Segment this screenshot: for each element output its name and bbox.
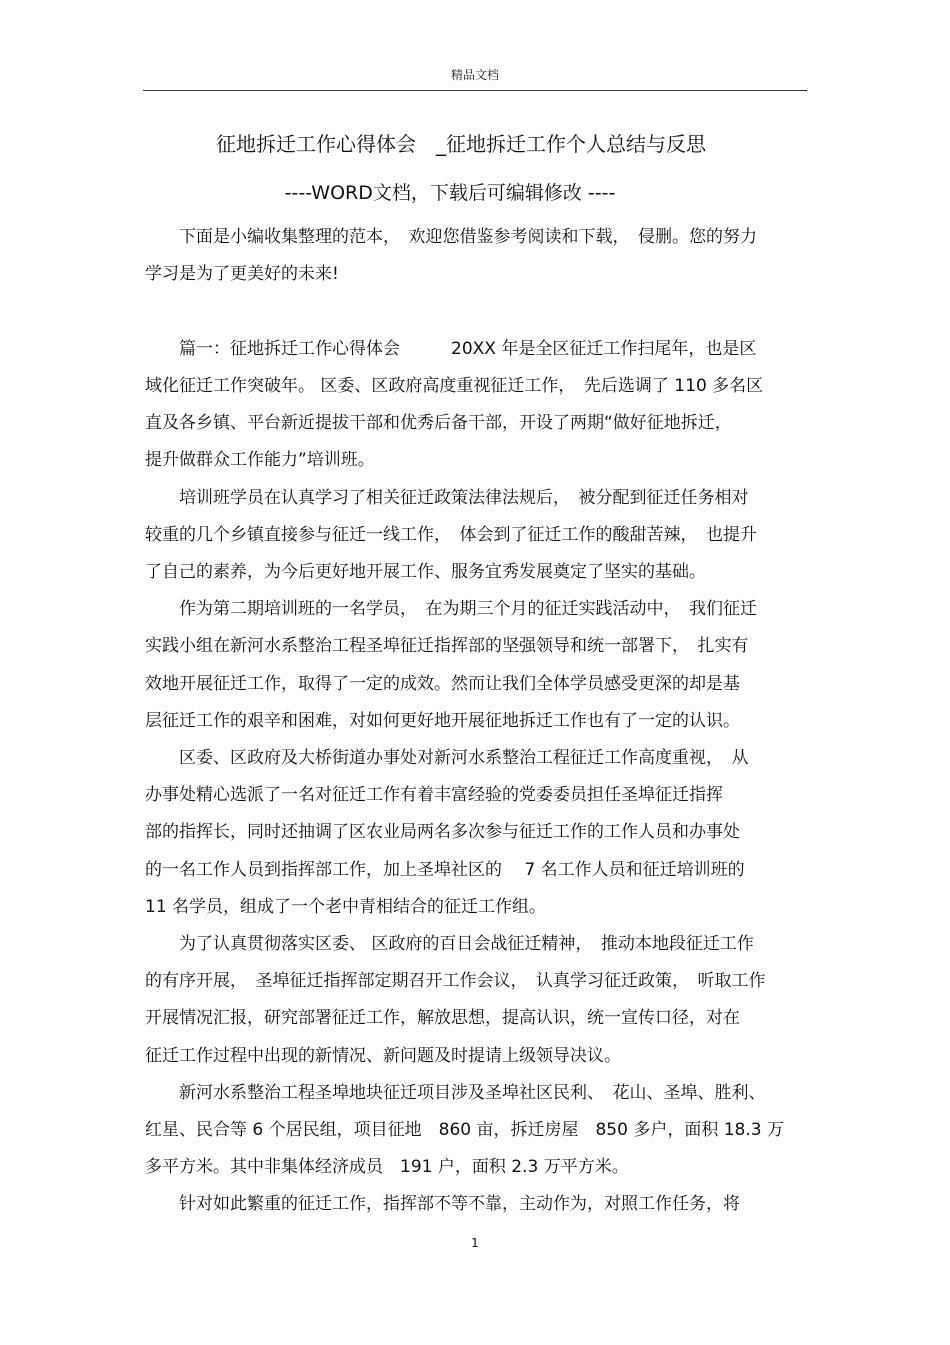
body-line: 域化征迁工作突破年。 区委、区政府高度重视征迁工作， 先后选调了 110 多名区 <box>145 376 764 396</box>
body-line: 学习是为了更美好的未来! <box>145 264 339 284</box>
body-line: 层征迁工作的艰辛和困难，对如何更好地开展征地拆迁工作也有了一定的认识。 <box>145 711 740 731</box>
body-line: 下面是小编收集整理的范本， 欢迎您借鉴参考阅读和下载， 侵删。您的努力 <box>145 227 757 247</box>
body-line: 作为第二期培训班的一名学员， 在为期三个月的征迁实践活动中， 我们征迁 <box>145 599 757 619</box>
body-line: 针对如此繁重的征迁工作，指挥部不等不靠，主动作为，对照工作任务，将 <box>145 1194 740 1214</box>
body-line: 红星、民合等 6 个居民组，项目征地 860 亩，拆迁房屋 850 多户，面积 18.3 万 <box>145 1120 784 1140</box>
header-divider <box>143 90 807 91</box>
body-line: 实践小组在新河水系整治工程圣埠征迁指挥部的坚强领导和统一部署下， 扎实有 <box>145 636 749 656</box>
body-line: 的一名工作人员到指挥部工作，加上圣埠社区的 7 名工作人员和征迁培训班的 <box>145 860 745 880</box>
body-line: 多平方米。其中非集体经济成员 191 户，面积 2.3 万平方米。 <box>145 1157 629 1177</box>
body-line: 效地开展征迁工作，取得了一定的成效。然而让我们全体学员感受更深的却是基 <box>145 674 740 694</box>
body-line: 部的指挥长，同时还抽调了区农业局两名多次参与征迁工作的工作人员和办事处 <box>145 822 740 842</box>
body-line: 了自己的素养，为今后更好地开展工作、服务宜秀发展奠定了坚实的基础。 <box>145 562 706 582</box>
body-line: 区委、区政府及大桥街道办事处对新河水系整治工程征迁工作高度重视， 从 <box>145 748 749 768</box>
body-line: 篇一：征地拆迁工作心得体会 20XX 年是全区征迁工作扫尾年，也是区 <box>145 339 757 359</box>
page-number: 1 <box>471 1236 479 1250</box>
body-line: 的有序开展， 圣埠征迁指挥部定期召开工作会议， 认真学习征迁政策， 听取工作 <box>145 971 766 991</box>
document-title: 征地拆迁工作心得体会 _征地拆迁工作个人总结与反思 <box>216 132 706 156</box>
body-line: 为了认真贯彻落实区委、 区政府的百日会战征迁精神， 推动本地段征迁工作 <box>145 934 754 954</box>
page-header: 精品文档 <box>450 68 499 82</box>
document-subtitle: ----WORD文档，下载后可编辑修改 ---- <box>284 182 616 204</box>
body-line: 新河水系整治工程圣埠地块征迁项目涉及圣埠社区民利、 花山、圣埠、胜利、 <box>145 1083 766 1103</box>
body-line: 提升做群众工作能力”培训班。 <box>145 450 375 470</box>
body-line: 办事处精心选派了一名对征迁工作有着丰富经验的党委委员担任圣埠征迁指挥 <box>145 785 723 805</box>
body-line: 征迁工作过程中出现的新情况、新问题及时提请上级领导决议。 <box>145 1046 621 1066</box>
body-line: 开展情况汇报，研究部署征迁工作，解放思想，提高认识，统一宣传口径，对在 <box>145 1008 740 1028</box>
body-line: 较重的几个乡镇直接参与征迁一线工作， 体会到了征迁工作的酸甜苦辣， 也提升 <box>145 525 757 545</box>
body-line: 直及各乡镇、平台新近提拔干部和优秀后备干部，开设了两期“做好征地拆迁， <box>145 413 732 433</box>
body-line: 11 名学员，组成了一个老中青相结合的征迁工作组。 <box>145 897 547 917</box>
body-line: 培训班学员在认真学习了相关征迁政策法律法规后， 被分配到征迁任务相对 <box>145 488 749 508</box>
